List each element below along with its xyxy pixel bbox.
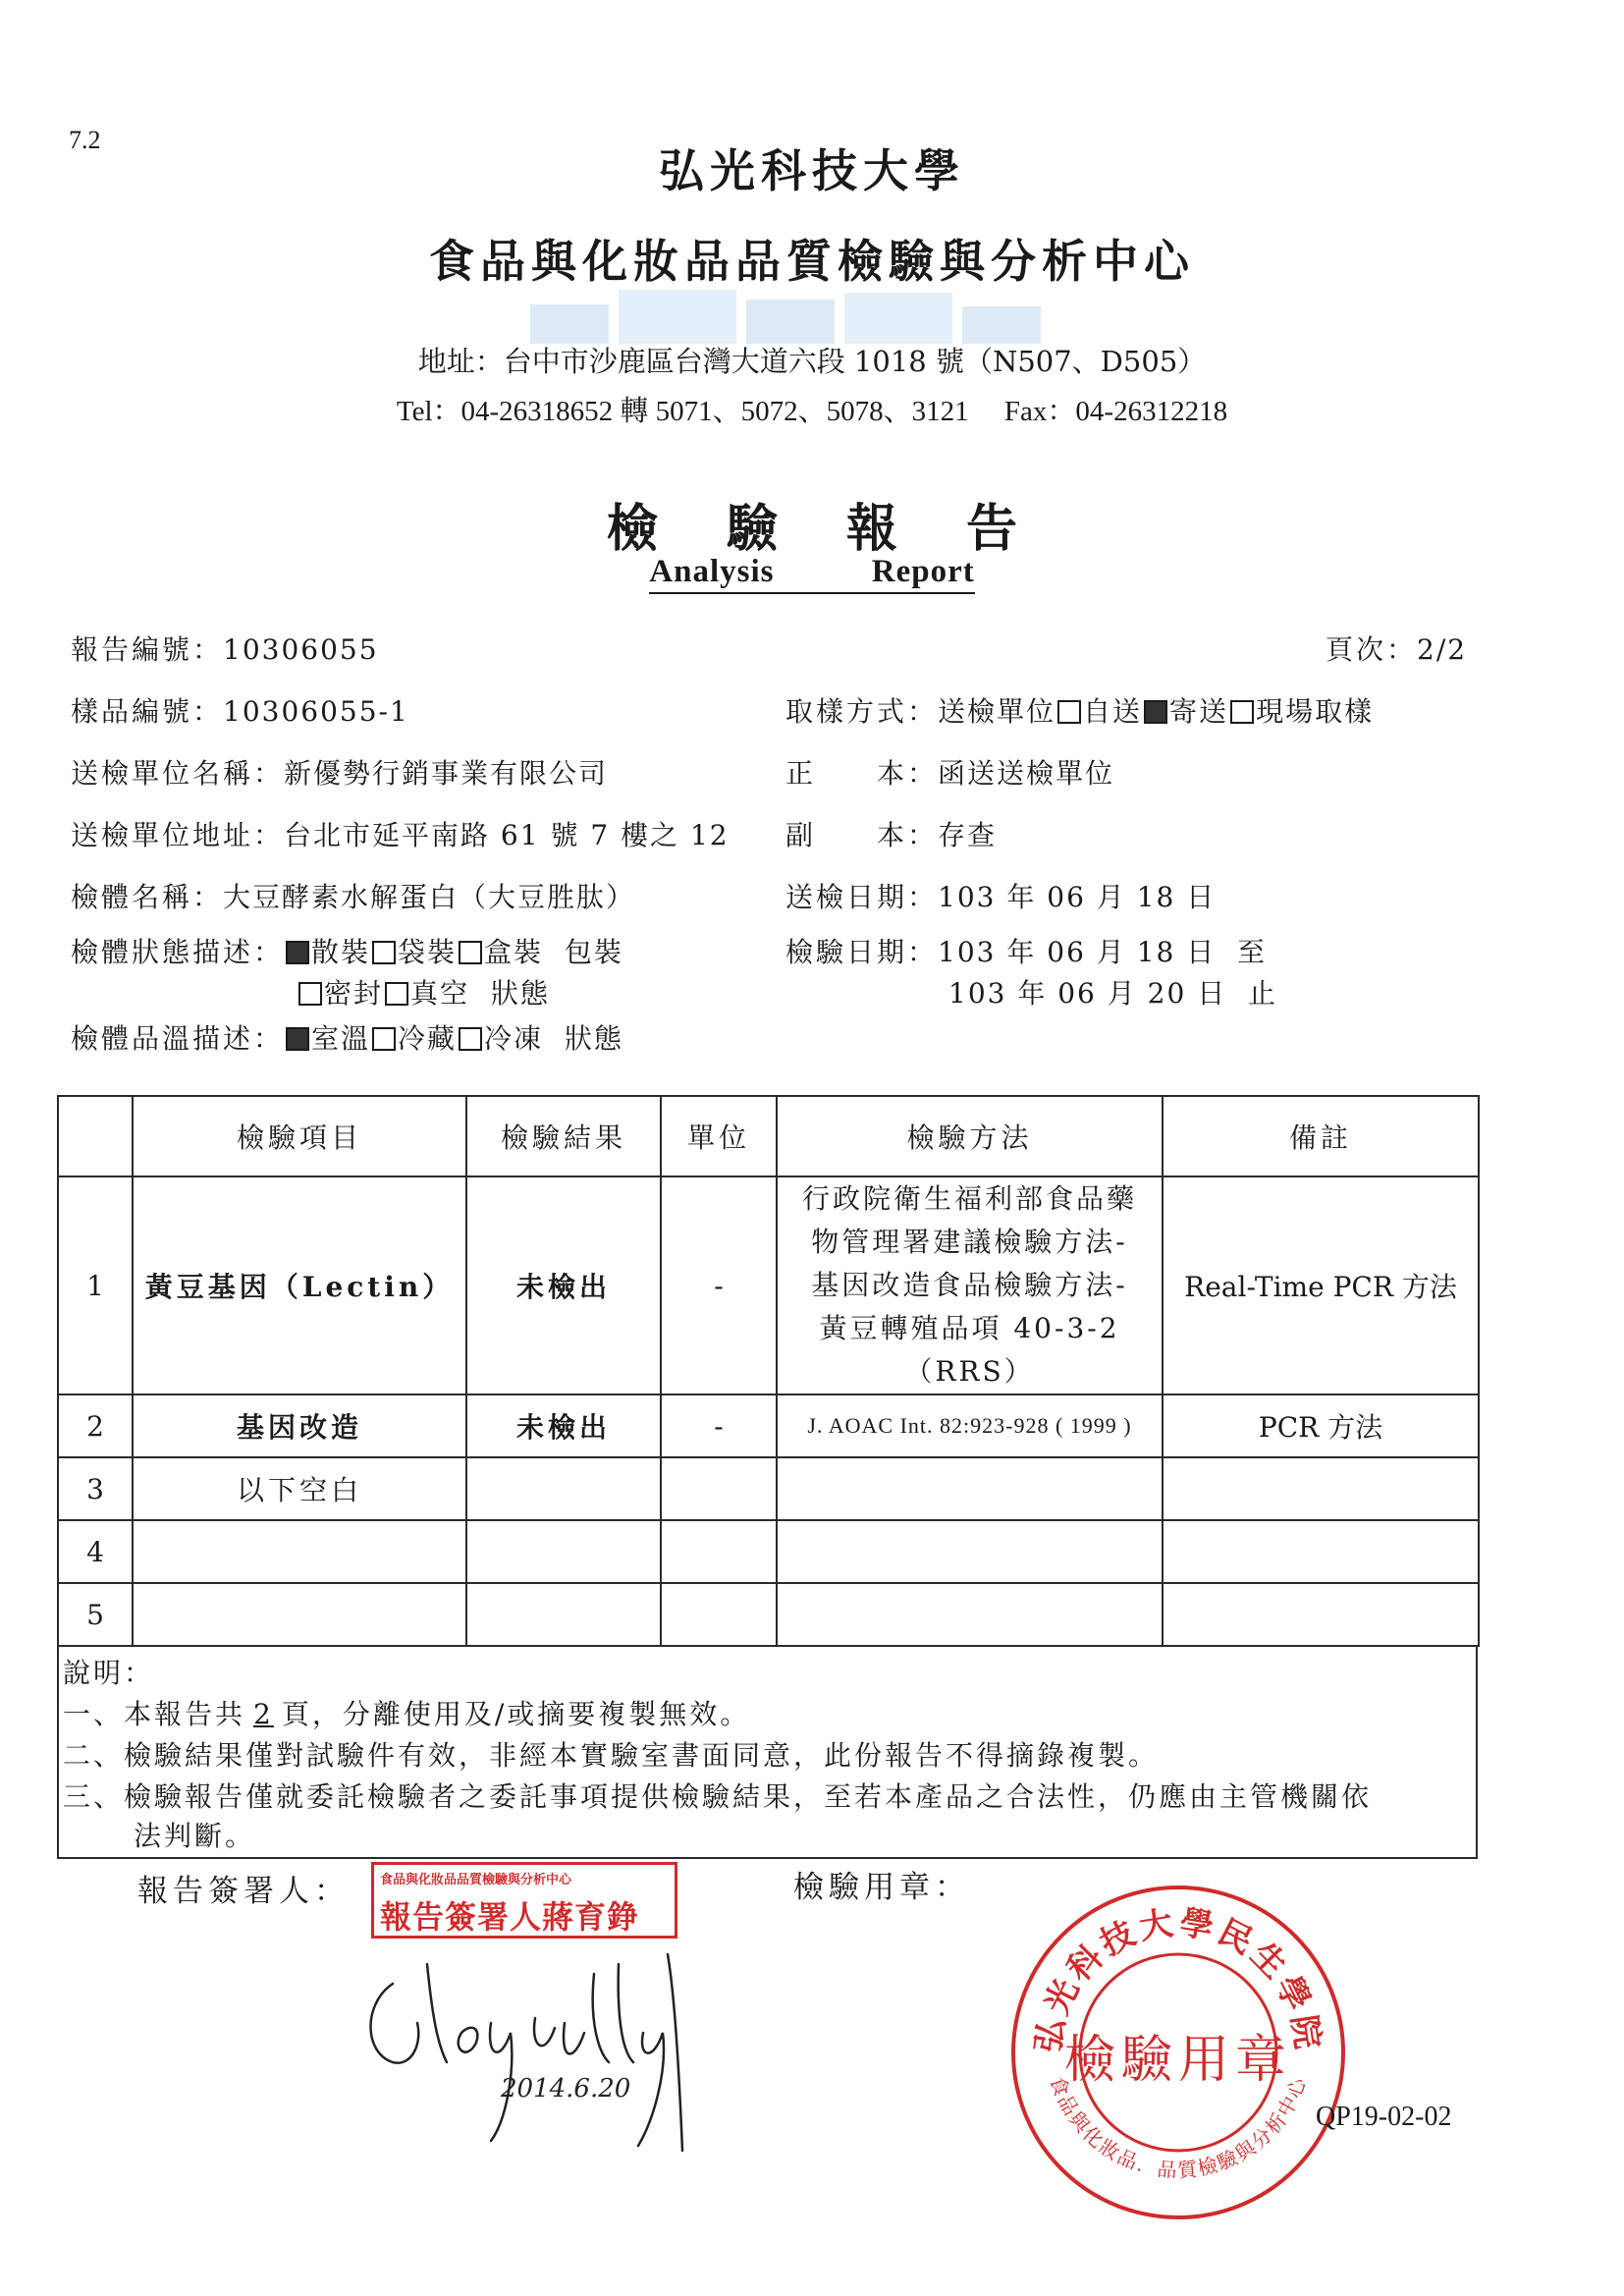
seal-outer-text: 弘光科技大學民生學院 [1028,1902,1328,2055]
state-bulk-checkbox [286,941,309,964]
test-remark: Real-Time PCR 方法 [1163,1176,1479,1394]
client-name: 新優勢行銷事業有限公司 [284,757,609,790]
note-1: 一、本報告共 2 頁，分離使用及/或摘要複製無效。 [63,1698,751,1730]
watermark-building-graphic [530,285,1041,344]
sample-name: 大豆酵素水解蛋白（大豆胜肽） [223,881,636,913]
sample-temp-row: 檢體品溫描述： 室溫 冷藏 冷凍 狀態 [71,1022,623,1055]
center-name: 食品與化妝品品質檢驗與分析中心 [429,235,1195,288]
sample-number: 10306055-1 [223,695,409,728]
temp-chilled-checkbox [372,1027,396,1051]
test-date-row: 檢驗日期：103 年 06 月 18 日 至 [785,936,1268,968]
sample-state-row: 檢體狀態描述： 散裝 袋裝 盒裝 包裝 [71,936,623,968]
page-indicator: 頁次：2/2 [1326,633,1468,666]
table-row: 3 以下空白 [58,1457,1479,1520]
center-address: 地址：台中市沙鹿區台灣大道六段 1018 號（N507、D505） [417,345,1207,378]
signer-name-stamp: 食品與化妝品品質檢驗與分析中心 報告簽署人蔣育錚 [371,1862,677,1939]
state-vacuum-checkbox [385,982,408,1006]
state-box-checkbox [459,941,482,964]
report-number: 10306055 [223,633,379,666]
sample-state-row-2: 密封 真空 狀態 [297,972,550,1011]
sample-number-row: 樣品編號：10306055-1 [71,695,409,728]
client-name-row: 送檢單位名稱：新優勢行銷事業有限公司 [71,757,609,790]
report-number-row [71,629,379,668]
report-title-zh: 檢驗報告 [606,499,1086,559]
table-row: 1 黃豆基因（Lectin） 未檢出 - 行政院衛生福利部食品藥 物管理署建議檢驗方法- 基因改造食品檢驗方法- 黃豆轉殖品項 40-3-2 （RRS） Real-Time PCR 方法 [58,1176,1479,1394]
header-no [58,1096,133,1176]
header-unit: 單位 [661,1096,777,1176]
page-section-number: 7.2 [69,126,101,154]
test-method: J. AOAC Int. 82:923-928 ( 1999 ) [777,1394,1163,1457]
test-item: 以下空白 [133,1457,466,1520]
state-bag-checkbox [372,941,396,964]
note-2: 二、檢驗結果僅對試驗件有效，非經本實驗室書面同意，此份報告不得摘錄複製。 [63,1739,1160,1772]
temp-room-checkbox [286,1027,309,1051]
client-address-row: 送檢單位地址：台北市延平南路 61 號 7 樓之 12 [71,819,730,851]
note-3-cont: 法判斷。 [134,1820,256,1852]
test-result: 未檢出 [466,1394,661,1457]
sample-name-row: 檢體名稱：大豆酵素水解蛋白（大豆胜肽） [71,881,636,913]
header-remark: 備註 [1163,1096,1479,1176]
seal-bottom-text: 食品與化妝品．品質檢驗與分析中心 [1045,2072,1312,2183]
seal-center-text: 檢驗用章 [1063,2031,1293,2090]
handwritten-signature [353,1925,766,2160]
sampling-onsite-checkbox [1230,700,1254,724]
temp-frozen-checkbox [459,1027,482,1051]
university-name: 弘光科技大學 [659,144,965,197]
report-title-en: Analysis Report [0,554,1624,594]
header-item: 檢驗項目 [133,1096,466,1176]
test-item: 基因改造 [133,1394,466,1457]
test-item: 黃豆基因（Lectin） [133,1176,466,1394]
test-result: 未檢出 [466,1176,661,1394]
note-3: 三、檢驗報告僅就委託檢驗者之委託事項提供檢驗結果，至若本產品之合法性，仍應由主管機關依 [63,1780,1373,1813]
results-table [57,1095,1480,1647]
sampling-mail-checkbox [1144,700,1167,724]
test-date-to: 103 年 06 月 20 日 止 [948,977,1278,1010]
submit-date-row: 送檢日期：103 年 06 月 18 日 [785,881,1217,913]
center-phone-fax: Tel：04-26318652 轉 5071、5072、5078、3121 Fax：04-26312218 [396,396,1228,427]
test-remark: PCR 方法 [1163,1394,1479,1457]
submit-date: 103 年 06 月 18 日 [938,881,1217,913]
header-result: 檢驗結果 [466,1096,661,1176]
test-date-from: 103 年 06 月 18 日 至 [938,936,1268,968]
note-1-page-count: 2 [253,1698,274,1730]
table-header-row [58,1096,1479,1176]
page-number: 2/2 [1417,633,1468,666]
header-method: 檢驗方法 [777,1096,1163,1176]
table-row: 4 [58,1520,1479,1583]
handwritten-date: 2014.6.20 [501,2074,631,2104]
table-row: 2 基因改造 未檢出 - J. AOAC Int. 82:923-928 ( 1999 ) PCR 方法 [58,1394,1479,1457]
state-sealed-checkbox [298,982,322,1006]
test-method: 行政院衛生福利部食品藥 物管理署建議檢驗方法- 基因改造食品檢驗方法- 黃豆轉殖品項 40-3-2 （RRS） [777,1176,1163,1394]
sampling-method-row: 取樣方式：送檢單位 自送 寄送 現場取樣 [785,695,1375,728]
client-address: 台北市延平南路 61 號 7 樓之 12 [284,819,730,851]
report-number-label: 報告編號： [71,633,224,666]
table-row: 5 [58,1583,1479,1646]
seal-label: 檢驗用章： [793,1870,970,1905]
sampling-self-checkbox [1057,700,1081,724]
duplicate-copy-row: 副 本：存查 [785,819,998,851]
notes-heading: 說明： [63,1657,155,1689]
original-copy-row: 正 本：函送送檢單位 [785,757,1115,790]
signer-label: 報告簽署人： [137,1874,350,1909]
form-code: QP19-02-02 [1316,2102,1452,2132]
inspection-round-seal [1001,1876,1355,2229]
